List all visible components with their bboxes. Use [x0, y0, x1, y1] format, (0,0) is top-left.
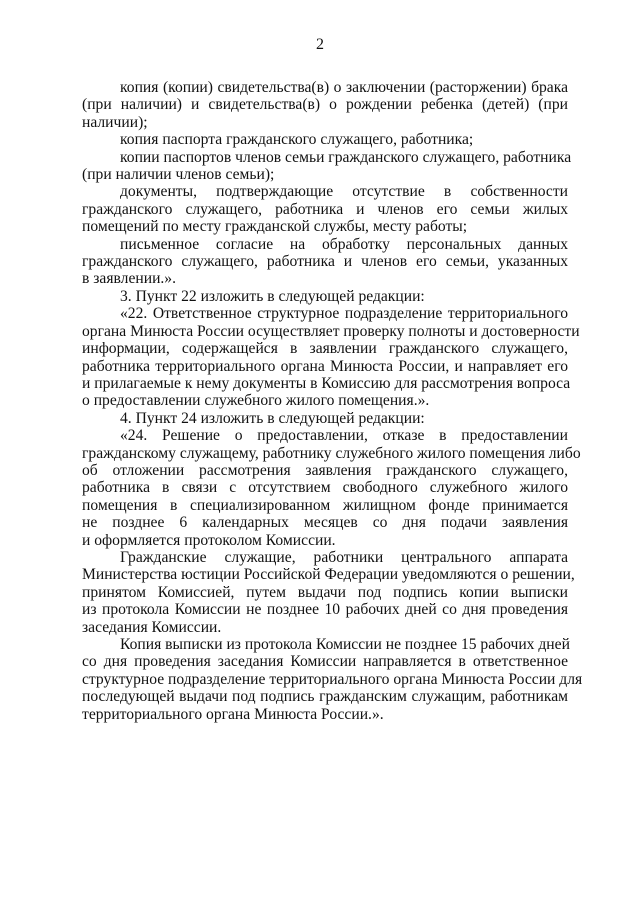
text-line: наличии);	[82, 113, 148, 131]
text-line: помещения в специализированном жилищном фонде принимается	[82, 496, 568, 514]
text-line: территориального органа Минюста России.».	[82, 705, 384, 723]
paragraph	[82, 305, 580, 410]
text-line: не позднее 6 календарных месяцев со дня подачи заявления	[82, 514, 568, 532]
text-line: Копия выписки из протокола Комиссии не позднее 15 рабочих дней	[120, 636, 570, 653]
text-line: работника в связи с отсутствием свободного служебного жилого	[82, 479, 568, 497]
text-line: копия паспорта гражданского служащего, работника;	[120, 131, 474, 149]
text-line: помещений по месту гражданской службы, месту работы;	[82, 218, 468, 236]
text-line: органа Минюста России осуществляет проверку полноты и достоверности	[82, 322, 580, 340]
text-line: (при наличии) и свидетельства(в) о рождении ребенка (детей) (при	[82, 96, 568, 114]
text-line: (при наличии членов семьи);	[82, 166, 275, 184]
text-line: документы, подтверждающие отсутствие в собственности	[120, 183, 568, 201]
document-body	[82, 79, 583, 723]
text-line: 3. Пункт 22 изложить в следующей редакции:	[120, 287, 425, 305]
paragraph	[82, 288, 568, 305]
page-number: 2	[316, 36, 324, 53]
text-line: гражданскому служащему, работнику служебного жилого помещения либо	[82, 444, 581, 462]
text-line: копии паспортов членов семьи гражданского служащего, работника	[120, 148, 572, 166]
paragraph	[82, 183, 568, 235]
text-line: принятом Комиссией, путем выдачи под подпись копии выписки	[82, 583, 568, 601]
text-line: копия (копии) свидетельства(в) о заключении (расторжении) брака	[120, 79, 568, 96]
text-line: последующей выдачи под подпись гражданским служащим, работникам	[82, 688, 568, 706]
text-line: и прилагаемые к нему документы в Комиссию для рассмотрения вопроса	[82, 374, 571, 392]
paragraph	[82, 236, 568, 288]
text-line: Министерства юстиции Российской Федерации уведомляются о решении,	[82, 566, 575, 584]
text-line: и оформляется протоколом Комиссии.	[82, 531, 336, 549]
text-line: со дня проведения заседания Комиссии направляется в ответственное	[82, 653, 568, 671]
text-line: о предоставлении служебного жилого помещения.».	[82, 392, 430, 410]
text-line: структурное подразделение территориального органа Минюста России для	[82, 670, 583, 688]
text-line: «22. Ответственное структурное подразделение территориального	[120, 305, 568, 323]
paragraph	[82, 636, 583, 723]
paragraph	[82, 79, 568, 131]
text-line: в заявлении.».	[82, 270, 177, 288]
text-line: заседания Комиссии.	[82, 618, 222, 636]
text-line: из протокола Комиссии не позднее 10 рабочих дней со дня проведения	[82, 601, 568, 619]
text-line: «24. Решение о предоставлении, отказе в предоставлении	[120, 427, 568, 445]
text-line: письменное согласие на обработку персональных данных	[120, 235, 568, 253]
text-line: Гражданские служащие, работники центрального аппарата	[120, 548, 568, 566]
text-line: гражданского служащего, работника и членов его семьи, указанных	[82, 253, 568, 271]
paragraph	[82, 548, 575, 636]
text-line: информации, содержащейся в заявлении гражданского служащего,	[82, 340, 568, 358]
text-line: гражданского служащего, работника и членов его семьи жилых	[82, 200, 568, 218]
text-line: об отложении рассмотрения заявления гражданского служащего,	[82, 461, 568, 479]
paragraph	[82, 131, 568, 148]
text-line: 4. Пункт 24 изложить в следующей редакции:	[120, 409, 425, 427]
text-line: работника территориального органа Минюста России, и направляет его	[82, 357, 568, 375]
paragraph	[82, 427, 581, 549]
paragraph	[82, 410, 568, 427]
paragraph	[82, 148, 572, 184]
